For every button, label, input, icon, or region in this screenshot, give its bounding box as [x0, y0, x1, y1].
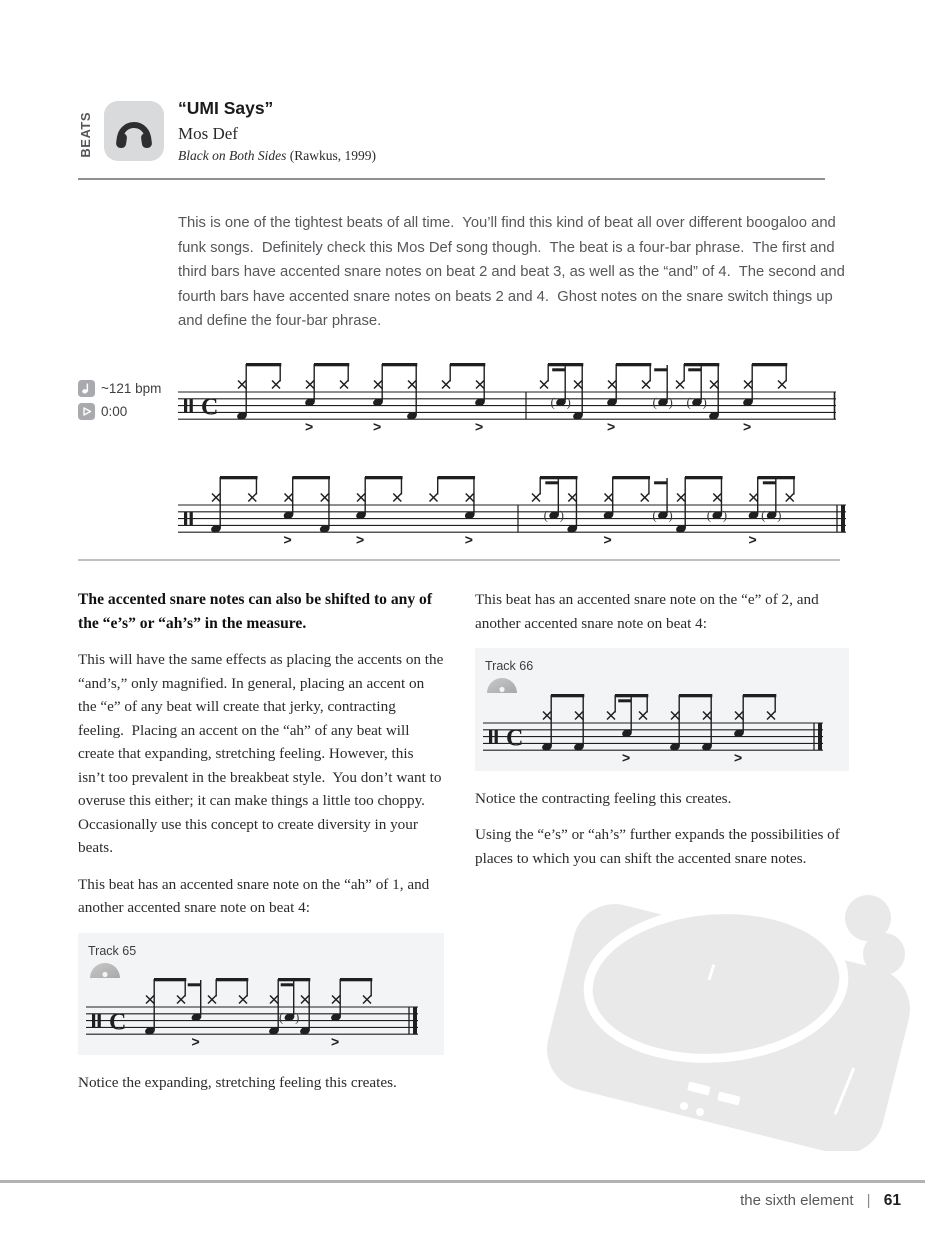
svg-text:(: (	[279, 1009, 284, 1025]
cd-icon	[485, 674, 519, 694]
turntable-watermark	[538, 866, 925, 1151]
right-column	[475, 588, 849, 883]
svg-text:(: (	[686, 394, 691, 410]
svg-text:>: >	[748, 531, 757, 548]
svg-text:(: (	[652, 507, 657, 523]
svg-text:(: (	[543, 507, 548, 523]
svg-text:>: >	[475, 418, 484, 435]
svg-text:(: (	[706, 507, 712, 523]
svg-text:>: >	[607, 418, 616, 435]
svg-text:(: (	[652, 394, 657, 410]
svg-text:>: >	[305, 418, 314, 435]
book-title: the sixth element	[740, 1192, 854, 1209]
time-label: 0:00	[101, 404, 128, 419]
svg-text:>: >	[373, 418, 382, 435]
section-divider	[78, 559, 840, 561]
left-column	[78, 588, 448, 1108]
svg-text:): )	[566, 394, 571, 410]
drum-notation-line-1	[178, 348, 836, 436]
header-rule	[78, 178, 825, 180]
quarter-note-icon	[78, 380, 95, 397]
left-paragraph-2: This beat has an accented snare note on the “ah” of 1, and another accented snare note on beat 4:	[78, 875, 434, 916]
svg-text:>: >	[734, 749, 743, 766]
track-66-label: Track 66	[485, 659, 534, 673]
svg-text:>: >	[464, 531, 473, 548]
svg-text:>: >	[622, 749, 631, 766]
svg-text:(: (	[761, 507, 766, 523]
svg-text:): )	[777, 507, 782, 523]
drum-notation-track-66	[483, 679, 823, 767]
page-number: 61	[883, 1192, 901, 1209]
svg-text:): )	[668, 507, 673, 523]
playback-info	[78, 380, 161, 426]
right-paragraph-1: This beat has an accented snare note on the “e” of 2, and another accented snare note on beat 4:	[475, 591, 823, 632]
left-caption: Notice the expanding, stretching feeling this creates.	[78, 1074, 397, 1091]
svg-text:>: >	[603, 531, 612, 548]
svg-text:): )	[668, 394, 673, 410]
tempo-row	[78, 380, 161, 397]
drum-notation-track-65	[86, 963, 418, 1051]
footer-separator: |	[866, 1192, 871, 1209]
svg-text:C: C	[201, 394, 219, 421]
track-65-box	[78, 933, 444, 1056]
tempo-label: ~121 bpm	[101, 381, 162, 396]
right-caption: Notice the contracting feeling this creates.	[475, 789, 732, 807]
section-label-text: BEATS	[77, 112, 93, 158]
svg-text:>: >	[191, 1033, 200, 1050]
album-title: Black on Both Sides	[178, 147, 287, 163]
cd-icon	[88, 959, 122, 979]
column-heading: The accented snare notes can also be shifted to any of the “e’s” or “ah’s” in the measure.	[78, 591, 433, 632]
svg-text:>: >	[331, 1033, 340, 1050]
album-line	[178, 149, 376, 163]
left-paragraph-1: This will have the same effects as placing the accents on the “and’s,” only magnified. In general, placing an accent on the “e” of any beat will create that jerky, contracting feeling. Placing an accent on the “ah” of any beat will create that expanding, stretching feeling. However, this isn’t too prevalent in the breakbeat style. You don’t want to overuse this either; it can make things a little too choppy. Occasionally use this concept to create diversity in your beats.	[78, 651, 448, 856]
song-header	[178, 100, 376, 162]
right-paragraph-2: Using the “e’s” or “ah’s” further expands the possibilities of places to which you can shift the accented snare notes.	[475, 826, 844, 867]
svg-text:>: >	[283, 531, 292, 548]
artist-name: Mos Def	[178, 123, 238, 143]
svg-text:): )	[295, 1009, 300, 1025]
svg-text:>: >	[356, 531, 365, 548]
footer-rule	[0, 1180, 925, 1183]
drum-notation-line-2	[178, 461, 846, 549]
play-icon[interactable]	[78, 403, 95, 420]
svg-text:>: >	[743, 418, 752, 435]
svg-text:): )	[722, 507, 728, 523]
svg-text:): )	[702, 394, 707, 410]
svg-text:): )	[559, 507, 564, 523]
headphones-icon	[114, 113, 154, 149]
song-title: “UMI Says”	[178, 98, 274, 118]
svg-text:(: (	[550, 394, 555, 410]
track-66-box	[475, 648, 849, 771]
headphones-badge	[104, 101, 164, 161]
svg-text:C: C	[109, 1009, 127, 1036]
svg-text:C: C	[506, 724, 524, 751]
footer	[740, 1192, 901, 1210]
track-65-label: Track 65	[88, 943, 137, 958]
section-label-beats	[76, 104, 94, 166]
intro-paragraph: This is one of the tightest beats of all time. You’ll find this kind of beat all over different boogaloo and funk songs. Definitely check this Mos Def song though. The beat is a four-bar phrase. The first and third bars have accented snare notes on beat 2 and beat 3, as well as the “and” of 4. The second and fourth bars have accented snare notes on beats 2 and 4. Ghost notes on the snare switch things up and define the four-bar phrase.	[178, 215, 849, 329]
album-detail: (Rawkus, 1999)	[286, 147, 376, 163]
time-row	[78, 403, 161, 420]
